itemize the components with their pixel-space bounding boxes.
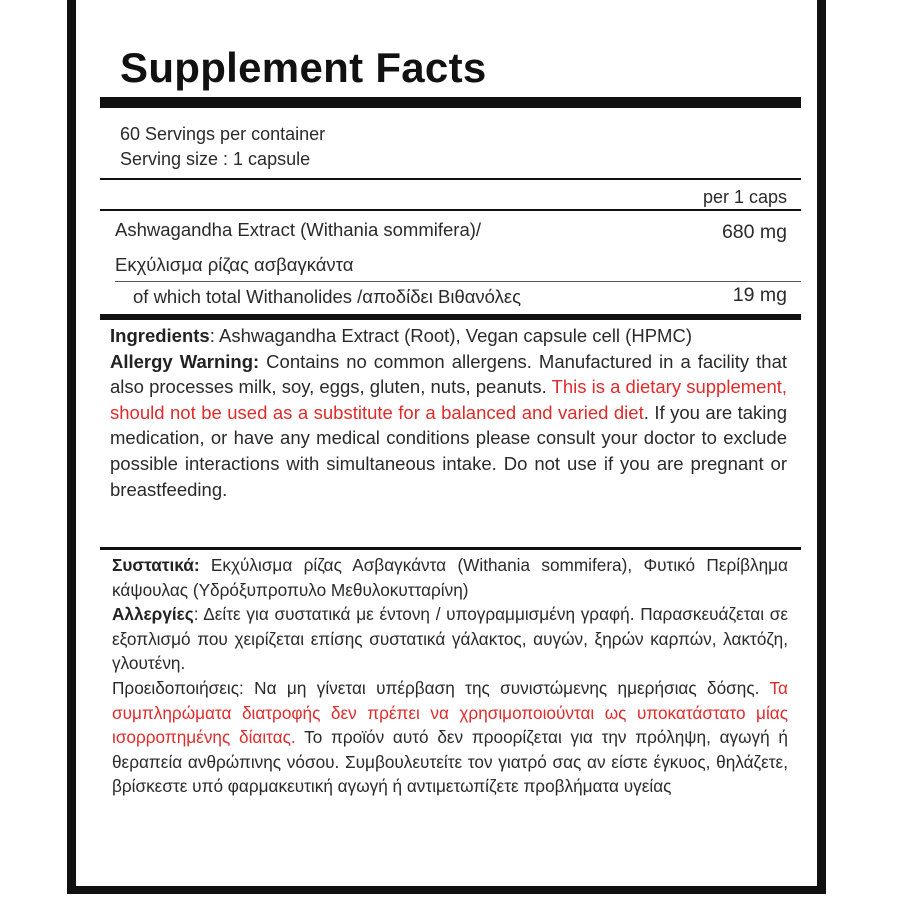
nutrient-name-line1: Ashwagandha Extract (Withania sommifera)/ xyxy=(115,219,482,240)
english-ingredients-block xyxy=(110,323,787,502)
sub-nutrient-amount: 19 mg xyxy=(732,284,787,306)
greek-allergy-text: : Δείτε για συστατικά με έντονη / υπογραμμισμένη γραφή. Παρασκευάζεται σε εξοπλισμό που χειρίζεται επίσης συστατικά γάλακτος, αυγών, ξηρών καρπών, λακτόζη, γλουτένη. xyxy=(112,604,788,674)
greek-allergy-label: Αλλεργίες xyxy=(112,604,194,625)
allergy-warning-text: Contains no common allergens. Manufactured in a facility that also processes milk, soy, eggs, gluten, nuts, peanuts. xyxy=(110,350,787,398)
ingredients-text: : Ashwagandha Extract (Root), Vegan capsule cell (HPMC) xyxy=(209,325,692,346)
header-divider xyxy=(100,209,801,211)
dietary-supplement-warning: This is a dietary supplement, should not be used as a substitute for a balanced and varied diet xyxy=(110,376,788,423)
greek-warnings-intro: Προειδοποιήσεις: Να μη γίνεται υπέρβαση της συνιστώμενης ημερήσιας δόσης. xyxy=(112,677,770,698)
greek-ingredients-label: Συστατικά: xyxy=(112,555,200,575)
language-divider xyxy=(100,547,801,550)
greek-warning-rest: Το προϊόν αυτό δεν προορίζεται για την πρόληψη, αγωγή ή θεραπεία ανθρώπινης νόσου. Συμβουλευτείτε τον γιατρό σας αν είστε έγκυος, θηλάζετε, βρίσκεστε υπό φαρμακευτική αγωγή ή αντιμετωπίζετε προβλήματα υγείας xyxy=(112,727,788,797)
nutrient-name-line2: Εκχύλισμα ρίζας ασβαγκάντα xyxy=(115,254,354,275)
per-caps-header: per 1 caps xyxy=(702,187,787,207)
greek-ingredients-text: Εκχύλισμα ρίζας Ασβαγκάντα (Withania sommifera), Φυτικό Περίβλημα κάψουλας (Υδρόξυπροπυλο Μεθυλοκυτταρίνη) xyxy=(112,555,788,600)
greek-ingredients-block xyxy=(112,553,788,799)
ingredients-label: Ingredients xyxy=(110,325,210,346)
greek-dietary-warning: Τα συμπληρώματα διατροφής δεν πρέπει να χρησιμοποιούνται ως υποκατάστατο μίας ισορροπημένης δίαιτας. xyxy=(112,677,788,748)
nutrient-amount: 680 mg xyxy=(721,221,787,243)
nutrient-divider xyxy=(115,281,801,282)
title-thick-rule xyxy=(100,97,801,108)
allergy-warning-label: Allergy Warning: xyxy=(110,350,260,372)
serving-divider xyxy=(100,178,801,180)
facts-bottom-rule xyxy=(100,314,801,320)
sub-nutrient-name: of which total Withanolides /αποδίδει Βιθανόλες xyxy=(133,286,522,307)
medication-advice-text: . If you are taking medication, or have any medical conditions please consult your doctor to exclude possible interactions with simultaneous intake. Do not use if you are pregnant or breastfeeding. xyxy=(110,401,787,500)
serving-size: Serving size : 1 capsule xyxy=(120,149,311,169)
panel-title: Supplement Facts xyxy=(120,44,487,91)
servings-per-container: 60 Servings per container xyxy=(120,124,326,144)
